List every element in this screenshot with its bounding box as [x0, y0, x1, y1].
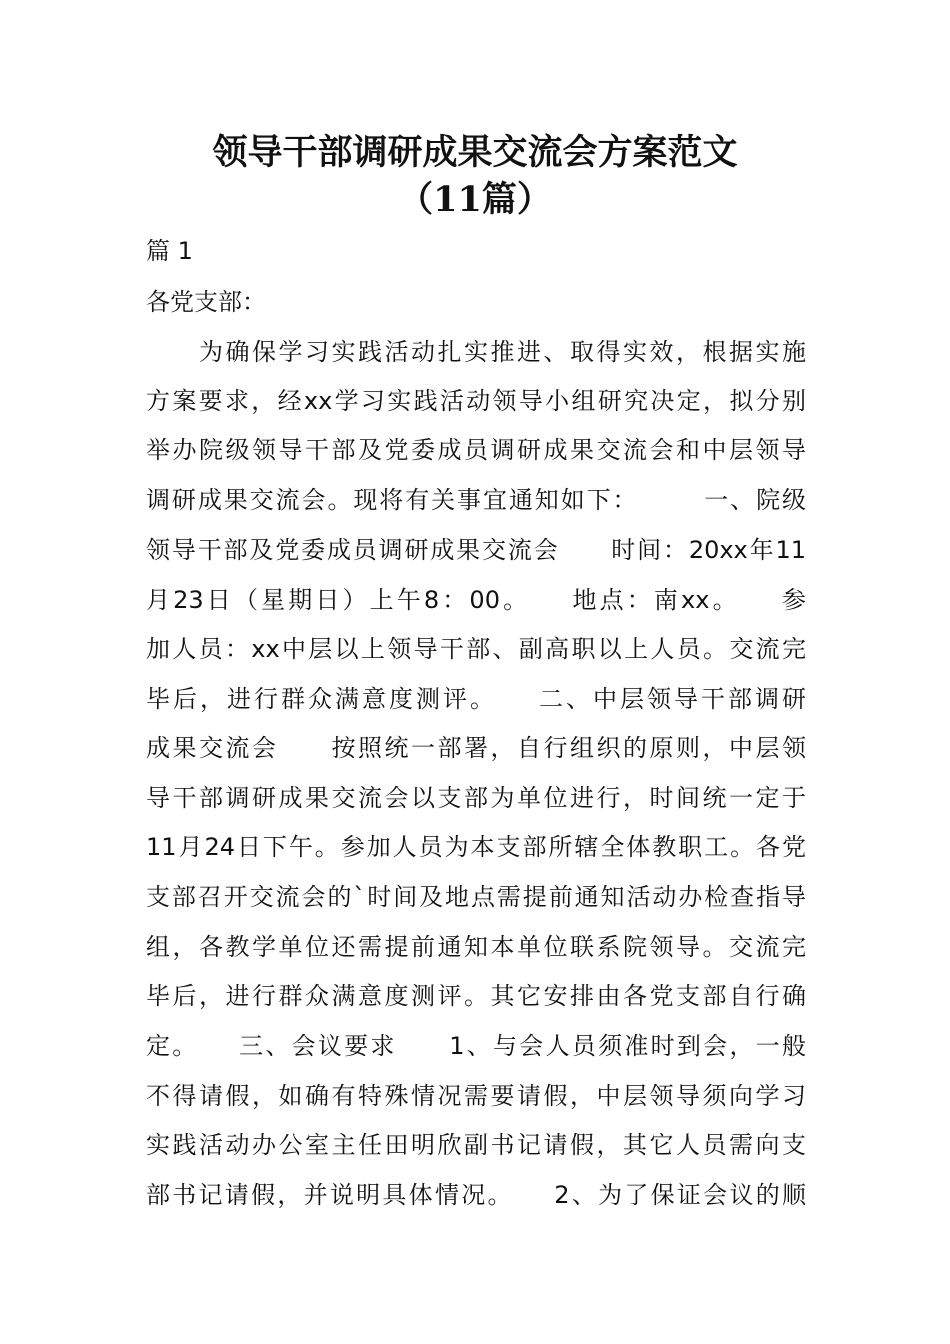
body-line: 成果交流会 按照统一部署，自行组织的原则，中层领 [146, 734, 806, 762]
body-line: 不得请假，如确有特殊情况需要请假，中层领导须向学习 [146, 1082, 806, 1110]
body-line: 加人员：xx中层以上领导干部、副高职以上人员。交流完 [146, 635, 806, 663]
body-line: 定。 三、会议要求 1、与会人员须准时到会，一般 [146, 1032, 806, 1060]
body-line: 为确保学习实践活动扎实推进、取得实效，根据实施 [146, 338, 806, 366]
salutation: 各党支部： [146, 288, 266, 316]
body-line: 月23日（星期日）上午8：00。 地点：南xx。 参 [146, 586, 806, 614]
body-line: 毕后，进行群众满意度测评。 二、中层领导干部调研 [146, 685, 806, 713]
body-line: 方案要求，经xx学习实践活动领导小组研究决定，拟分别 [146, 387, 806, 415]
body-line: 导干部调研成果交流会以支部为单位进行，时间统一定于 [146, 784, 806, 812]
body-line: 领导干部及党委成员调研成果交流会 时间：20xx年11 [146, 536, 806, 564]
body-line: 实践活动办公室主任田明欣副书记请假，其它人员需向支 [146, 1131, 806, 1159]
body-line: 组，各教学单位还需提前通知本单位联系院领导。交流完 [146, 933, 806, 961]
section-label: 篇 1 [146, 237, 193, 265]
document-title-count: （11篇） [398, 179, 552, 220]
body-line: 11月24日下午。参加人员为本支部所辖全体教职工。各党 [146, 833, 806, 861]
body-line: 调研成果交流会。现将有关事宜通知如下： 一、院级 [146, 486, 806, 514]
body-line: 毕后，进行群众满意度测评。其它安排由各党支部自行确 [146, 982, 806, 1010]
body-line: 举办院级领导干部及党委成员调研成果交流会和中层领导 [146, 436, 806, 464]
document-title: 领导干部调研成果交流会方案范文 [212, 132, 738, 173]
body-line: 部书记请假，并说明具体情况。 2、为了保证会议的顺 [146, 1181, 806, 1209]
body-line: 支部召开交流会的`时间及地点需提前通知活动办检查指导 [146, 883, 806, 911]
